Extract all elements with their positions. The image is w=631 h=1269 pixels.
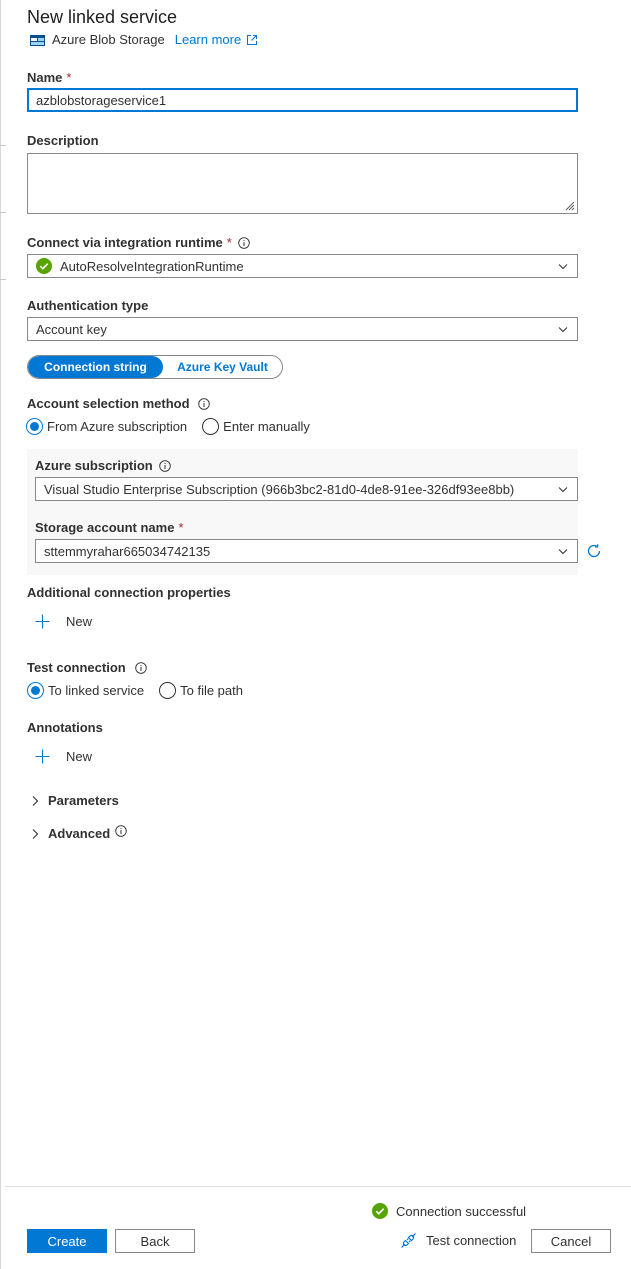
credential-source-toggle bbox=[27, 355, 283, 379]
azure-subscription-dropdown[interactable] bbox=[35, 477, 578, 501]
advanced-expander[interactable]: Advanced bbox=[31, 826, 136, 841]
chevron-down-icon bbox=[557, 483, 569, 495]
connection-status-text: Connection successful bbox=[396, 1203, 527, 1219]
radio-button[interactable] bbox=[27, 682, 44, 699]
tab-connection-string[interactable]: Connection string bbox=[28, 356, 163, 378]
cancel-button[interactable]: Cancel bbox=[531, 1229, 611, 1253]
left-panel-tick bbox=[0, 212, 6, 213]
left-panel-tick bbox=[0, 279, 6, 280]
chevron-down-icon bbox=[557, 323, 569, 335]
chevron-down-icon bbox=[557, 545, 569, 557]
radio-button[interactable] bbox=[26, 418, 43, 435]
chevron-down-icon bbox=[557, 260, 569, 272]
info-icon[interactable] bbox=[135, 662, 147, 674]
description-label: Description bbox=[27, 133, 99, 148]
blob-storage-icon bbox=[30, 34, 45, 45]
chevron-right-icon bbox=[31, 795, 39, 807]
service-type-label: Azure Blob Storage bbox=[52, 32, 165, 47]
back-button[interactable]: Back bbox=[115, 1229, 195, 1253]
radio-to-file-path[interactable]: To file path bbox=[159, 682, 243, 699]
add-icon bbox=[35, 749, 50, 764]
service-type-row bbox=[30, 32, 258, 47]
name-input[interactable]: azblobstorageservice1 bbox=[27, 88, 578, 112]
auth-type-dropdown[interactable] bbox=[27, 317, 578, 341]
external-link-icon bbox=[246, 34, 258, 46]
integration-runtime-dropdown[interactable] bbox=[27, 254, 578, 278]
auth-type-value: Account key bbox=[36, 321, 107, 337]
tab-azure-key-vault[interactable]: Azure Key Vault bbox=[177, 360, 268, 374]
info-icon[interactable] bbox=[238, 237, 250, 249]
create-button[interactable]: Create bbox=[27, 1229, 107, 1253]
account-selection-radio-group bbox=[26, 418, 325, 435]
plug-connection-icon bbox=[400, 1232, 417, 1249]
radio-button[interactable] bbox=[159, 682, 176, 699]
refresh-icon[interactable] bbox=[585, 542, 603, 563]
radio-button[interactable] bbox=[202, 418, 219, 435]
checkmark-circle-icon bbox=[36, 258, 52, 274]
checkmark-circle-icon bbox=[372, 1203, 388, 1219]
chevron-right-icon bbox=[31, 828, 39, 840]
required-marker: * bbox=[226, 235, 232, 250]
info-icon[interactable] bbox=[159, 460, 171, 472]
additional-properties-label: Additional connection properties bbox=[27, 585, 231, 600]
storage-account-label: Storage account name * bbox=[35, 520, 184, 535]
radio-enter-manually[interactable]: Enter manually bbox=[202, 418, 310, 435]
radio-to-linked-service[interactable]: To linked service bbox=[27, 682, 144, 699]
auth-type-label: Authentication type bbox=[27, 298, 149, 313]
learn-more-link[interactable] bbox=[175, 32, 258, 47]
required-marker: * bbox=[66, 70, 72, 85]
parameters-expander[interactable]: Parameters bbox=[31, 793, 119, 808]
resize-grip-icon[interactable] bbox=[563, 199, 575, 211]
radio-from-azure-subscription[interactable]: From Azure subscription bbox=[26, 418, 187, 435]
left-panel-tick bbox=[0, 145, 6, 146]
storage-account-dropdown[interactable] bbox=[35, 539, 578, 563]
learn-more-label: Learn more bbox=[174, 32, 242, 47]
azure-subscription-label: Azure subscription bbox=[35, 458, 171, 473]
azure-subscription-value: Visual Studio Enterprise Subscription (966b3bc2-81d0-4de8-91ee-326df93ee8bb) bbox=[44, 481, 515, 497]
storage-account-value: sttemmyrahar665034742135 bbox=[44, 543, 211, 559]
integration-runtime-label: Connect via integration runtime * bbox=[27, 235, 250, 250]
account-selection-label: Account selection method bbox=[27, 396, 210, 411]
name-label: Name * bbox=[27, 70, 72, 85]
info-icon[interactable] bbox=[198, 398, 210, 410]
description-input[interactable] bbox=[27, 153, 578, 214]
test-connection-radio-group bbox=[27, 682, 258, 699]
add-icon bbox=[35, 614, 50, 629]
left-panel-edge bbox=[0, 0, 1, 1269]
footer-divider bbox=[5, 1186, 631, 1187]
annotations-label: Annotations bbox=[27, 720, 103, 735]
connection-status bbox=[372, 1203, 526, 1219]
info-icon[interactable] bbox=[115, 825, 136, 837]
test-connection-button[interactable]: Test connection bbox=[400, 1232, 516, 1249]
add-connection-property-button[interactable]: New bbox=[35, 614, 92, 629]
integration-runtime-value: AutoResolveIntegrationRuntime bbox=[60, 258, 244, 274]
add-annotation-button[interactable]: New bbox=[35, 749, 92, 764]
required-marker: * bbox=[178, 520, 184, 535]
test-connection-label: Test connection bbox=[27, 660, 147, 675]
panel-title: New linked service bbox=[27, 7, 178, 27]
